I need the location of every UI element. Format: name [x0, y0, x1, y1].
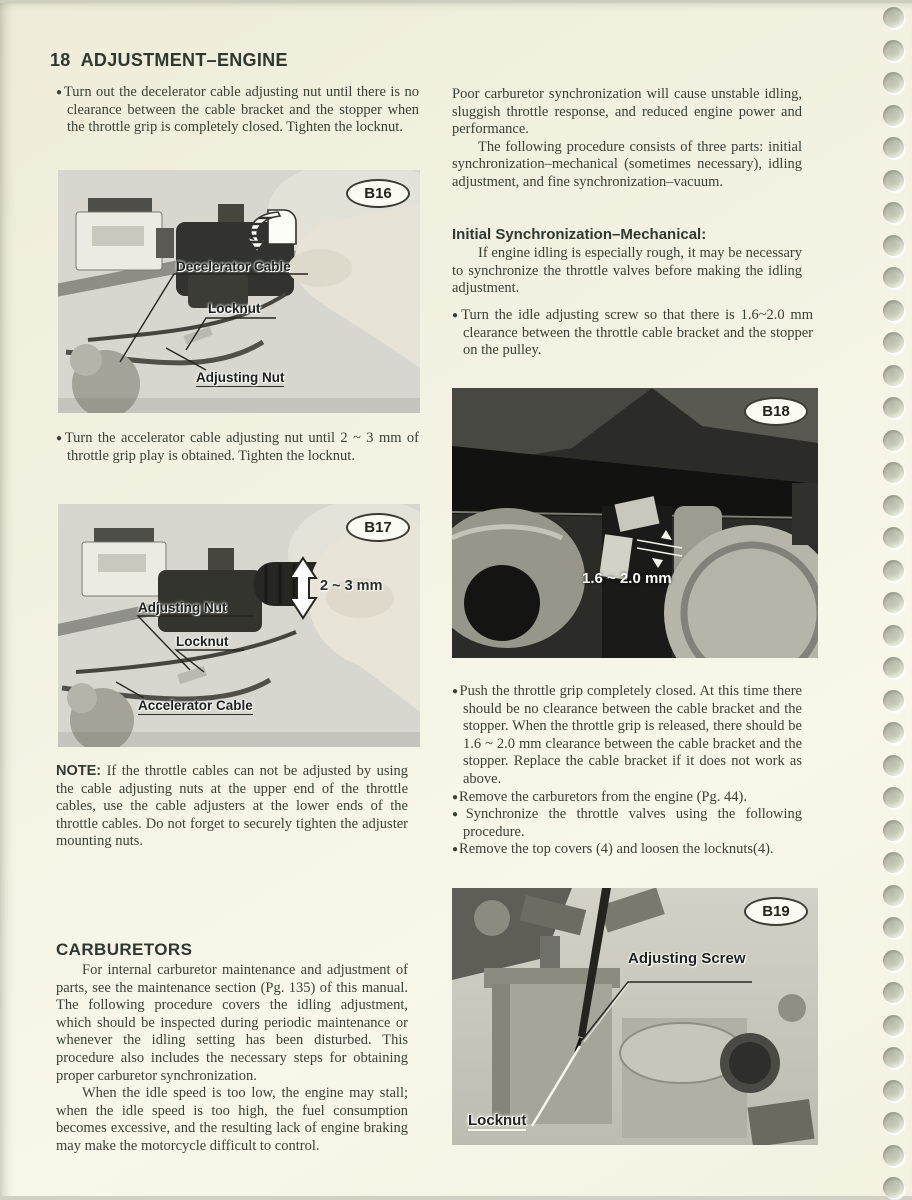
figure-badge-b17: B17 [346, 513, 410, 542]
bullet-dot: ● [452, 791, 459, 803]
right-para-1: Poor carburetor synchronization will cause unstable idling, sluggish throttle response, and reduced engine power and performance. [452, 86, 802, 138]
carburetors-para-2: When the idle speed is too low, the engine may stall; when the idle speed is too high, the fuel consumption becomes excessive, and the resulting lack of engine braking may make the motorcycle difficult to control. [56, 1085, 408, 1154]
right-bullet-2-text: Push the throttle grip completely closed. At this time there should be no clearance between the cable bracket and the stopper. When the throttle grip is released, there should be 1.6 ~ 2.0 mm clearance between the cable bracket and the stopper. Replace the cable bracket if it does not work as above. [459, 683, 802, 787]
binding-hole [883, 1080, 904, 1101]
binding-hole [883, 1015, 904, 1036]
bullet-dot: ● [56, 87, 63, 98]
binding-hole [883, 170, 904, 191]
binding-hole [883, 787, 904, 808]
figure-b19 [452, 888, 818, 1145]
binding-hole [883, 755, 904, 776]
binding-hole [883, 300, 904, 321]
binding-hole [883, 235, 904, 256]
binding-hole [883, 332, 904, 353]
page-title: ADJUSTMENT–ENGINE [80, 50, 288, 70]
label-accelerator-cable: Accelerator Cable [138, 698, 253, 713]
binding-hole [883, 202, 904, 223]
page-top-edge [0, 0, 912, 3]
annotation-16-20-mm: 1.6 ~ 2.0 mm [582, 570, 672, 587]
right-bullet-3-text: Remove the carburetors from the engine (Pg. 44). [459, 788, 747, 805]
left-bullet-2 [56, 430, 419, 465]
bullet-dot: ● [452, 844, 459, 856]
right-bullet-5-text: Remove the top covers (4) and loosen the locknuts(4). [459, 841, 774, 858]
right-bullet-1 [452, 307, 813, 360]
figure-badge-b19: B19 [744, 897, 808, 926]
binding-hole [883, 462, 904, 483]
label-locknut-b16: Locknut [208, 301, 261, 316]
binding-hole [883, 625, 904, 646]
binding-hole [883, 722, 904, 743]
binding-hole [883, 495, 904, 516]
label-adjusting-screw: Adjusting Screw [628, 950, 746, 967]
right-para-3: If engine idling is especially rough, it may be necessary to synchronize the throttle valves before making the idling adjustment. [452, 245, 802, 297]
right-bullet-1-text: Turn the idle adjusting screw so that there is 1.6~2.0 mm clearance between the throttle cable bracket and the stopper on the pulley. [461, 307, 813, 359]
binding-hole [883, 1177, 904, 1198]
binding-hole [883, 592, 904, 613]
binding-hole [883, 430, 904, 451]
figure-badge-b18: B18 [744, 397, 808, 426]
label-decelerator-cable: Decelerator Cable [176, 259, 291, 274]
binding-hole [883, 72, 904, 93]
binding-hole [883, 982, 904, 1003]
figure-badge-b16: B16 [346, 179, 410, 208]
label-locknut-b17: Locknut [176, 634, 229, 649]
note-block [56, 763, 408, 851]
binding-hole [883, 560, 904, 581]
binding-hole [883, 820, 904, 841]
binding-hole [883, 527, 904, 548]
annotation-2-3-mm: 2 ~ 3 mm [320, 578, 383, 594]
note-text: If the throttle cables can not be adjusted by using the cable adjusting nuts at the upper end of the throttle cables, use the cable adjusters at the lower ends of the throttle cables. Do not forget to securely tighten the adjuster mounting nuts. [56, 763, 408, 850]
binding-hole [883, 105, 904, 126]
binding-hole [883, 7, 904, 28]
binding-hole [883, 1145, 904, 1166]
binding-hole [883, 885, 904, 906]
right-bullet-4 [452, 806, 802, 841]
label-locknut-b19: Locknut [468, 1112, 527, 1129]
binding-hole [883, 137, 904, 158]
bullet-dot: ● [452, 809, 465, 821]
page-bottom-edge [0, 1196, 912, 1200]
binding-hole [883, 917, 904, 938]
b18-photo-art [452, 388, 818, 658]
binding-hole [883, 267, 904, 288]
binding-holes [883, 7, 904, 1198]
right-bullet-4-text: Synchronize the throttle valves using the following procedure. [463, 806, 803, 840]
bullet-dot: ● [452, 686, 459, 697]
right-bullet-list [452, 683, 802, 859]
figure-b17 [58, 504, 420, 747]
right-para-2: The following procedure consists of three parts: initial synchronization–mechanical (sometimes necessary), idling adjustment, and fine synchronization–vacuum. [452, 138, 802, 190]
b19-photo-art [452, 888, 818, 1145]
binding-hole [883, 397, 904, 418]
left-bullet-2-text: Turn the accelerator cable adjusting nut until 2 ~ 3 mm of throttle grip play is obtained. Tighten the locknut. [64, 430, 419, 464]
binding-hole [883, 1112, 904, 1133]
binding-hole [883, 657, 904, 678]
binding-hole [883, 365, 904, 386]
label-adjusting-nut-b17: Adjusting Nut [138, 600, 227, 615]
page-header [50, 50, 288, 71]
figure-b16 [58, 170, 420, 413]
binding-hole [883, 852, 904, 873]
right-bullet-5 [452, 841, 802, 859]
binding-hole [883, 40, 904, 61]
right-bullet-3 [452, 789, 802, 807]
page-number: 18 [50, 50, 71, 70]
section-heading-carburetors: CARBURETORS [56, 940, 193, 959]
right-bullet-2 [452, 683, 802, 789]
binding-hole [883, 1047, 904, 1068]
left-bullet-1-text: Turn out the decelerator cable adjusting nut until there is no clearance between the cable bracket and the stopper when the throttle grip is completely closed. Tighten the locknut. [63, 84, 420, 136]
figure-b18 [452, 388, 818, 658]
binding-hole [883, 950, 904, 971]
label-adjusting-nut-b16: Adjusting Nut [196, 370, 285, 385]
left-bullet-1 [56, 84, 419, 137]
bullet-dot: ● [56, 433, 64, 444]
right-intro-paragraphs [452, 86, 802, 192]
subheading-initial-sync: Initial Synchronization–Mechanical: [452, 226, 707, 243]
bullet-dot: ● [452, 310, 461, 321]
carburetors-para-1: For internal carburetor maintenance and adjustment of parts, see the maintenance section (Pg. 135) of this manual. The following procedure covers the idling adjustment, which should be inspected during periodic maintenance or whenever the idling setting has been disturbed. This procedure also includes the necessary steps for obtaining proper carburetor synchronization. [56, 962, 408, 1084]
carburetors-paragraphs [56, 962, 408, 1156]
binding-hole [883, 690, 904, 711]
note-label: NOTE: [56, 763, 102, 779]
